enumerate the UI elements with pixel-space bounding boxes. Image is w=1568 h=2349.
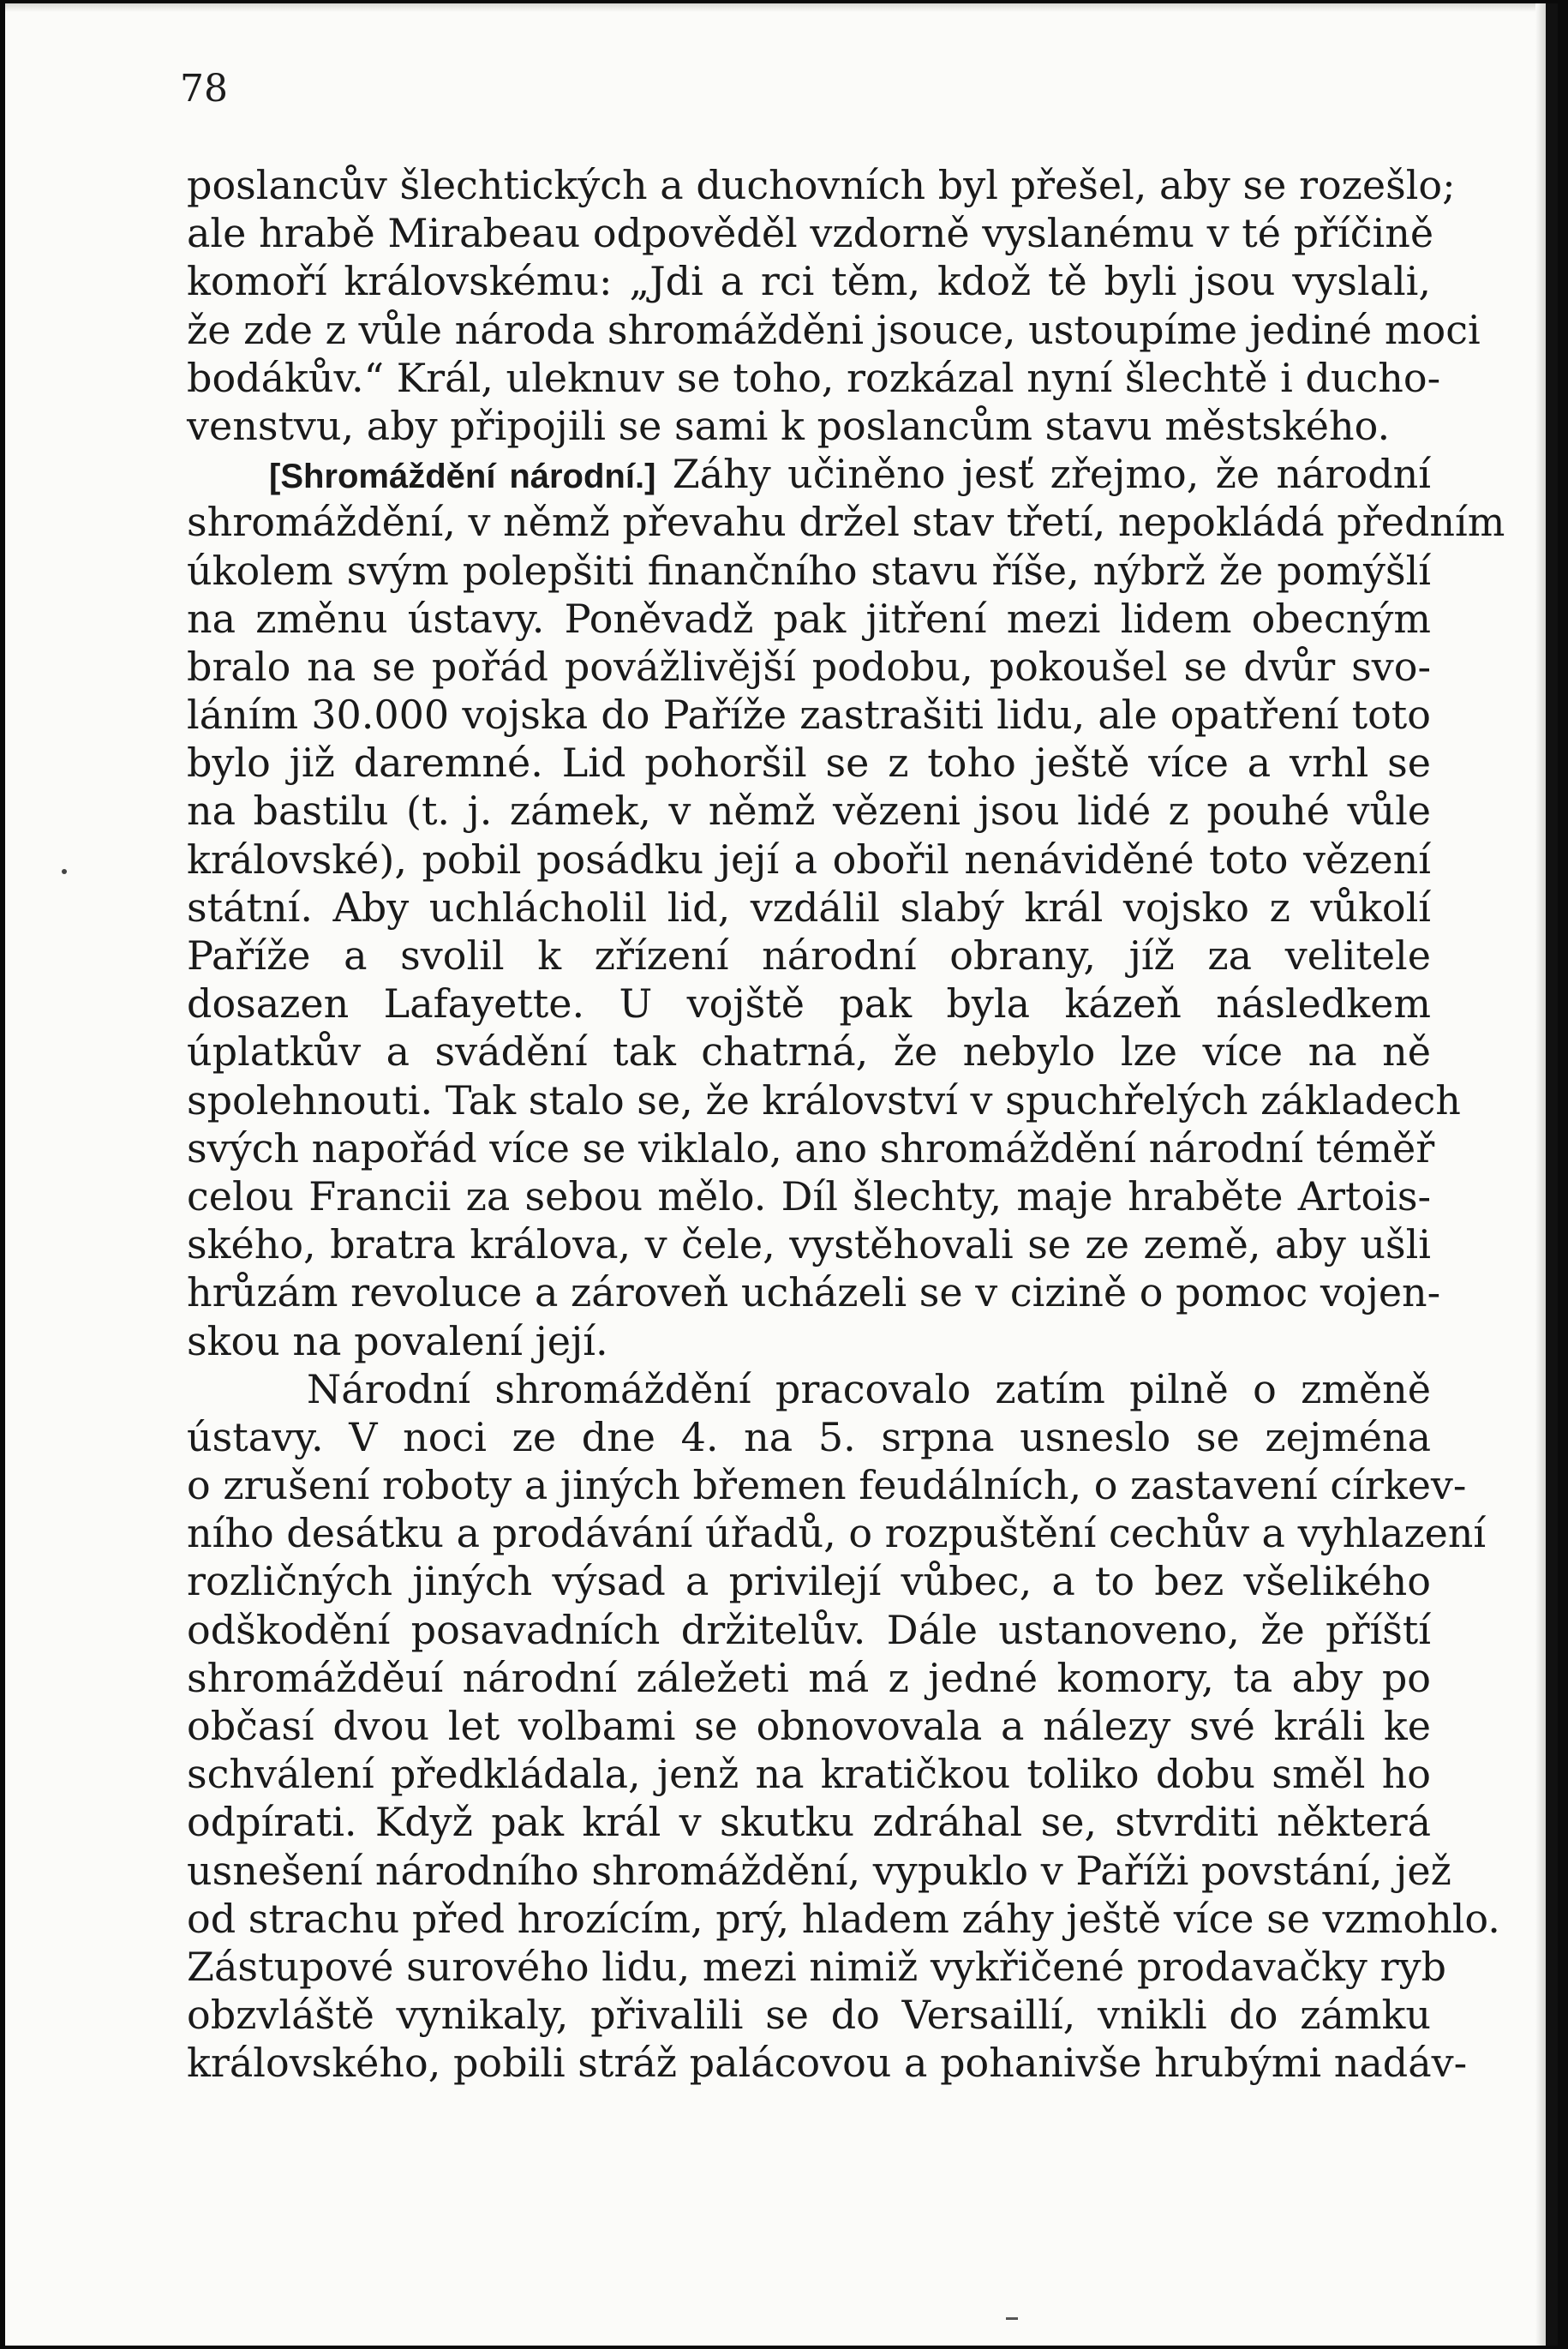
text-line: schválení předkládala, jenž na kratičkou toliko dobu směl ho (187, 1751, 1431, 1798)
text-line: královské), pobil posádku její a obořil nenáviděné toto vězení (187, 836, 1431, 883)
text-line: občasí dvou let volbami se obnovovala a nálezy své králi ke (187, 1703, 1431, 1749)
text-line: láním 30.000 vojska do Paříže zastrašiti lidu, ale opatření toto (187, 692, 1431, 739)
text-line: skou na povalení její. (187, 1317, 608, 1364)
text-line: bodákův.“ Král, uleknuv se toho, rozkázal nyní šlechtě i ducho- (187, 354, 1441, 401)
text-line: ního desátku a prodávání úřadů, o rozpuštění cechův a vyhlazení (187, 1510, 1487, 1557)
text-line: státní. Aby uchlácholil lid, vzdálil slabý král vojsko z vůkolí (187, 884, 1431, 931)
text-line: Zástupové surového lidu, mezi nimiž vykřičené prodavačky ryb (187, 1943, 1446, 1990)
text-line: odškodění posavadních držitelův. Dále ustanoveno, že příští (187, 1606, 1431, 1653)
text-line: o zrušení roboty a jiných břemen feudálních, o zastavení církev- (187, 1462, 1467, 1509)
text-line: bralo na se pořád povážlivější podobu, pokoušel se dvůr svo- (187, 643, 1431, 690)
scan-border (1546, 3, 1558, 2346)
page-top-edge (5, 3, 1558, 12)
paragraph-start-line: Národní shromáždění pracovalo zatím pilně o změně (307, 1365, 1431, 1412)
sidenote-line (187, 450, 1431, 498)
text-line: obzvláště vynikaly, přivalili se do Versaillí, vnikli do zámku (187, 1992, 1431, 2039)
text-line: poslancův šlechtických a duchovních byl přešel, aby se rozešlo; (187, 162, 1456, 208)
text-line: venstvu, aby připojili se sami k poslancům stavu městského. (187, 402, 1391, 449)
text-line: ale hrabě Mirabeau odpověděl vzdorně vyslanému v té příčině (187, 210, 1434, 257)
text-line: královského, pobili stráž palácovou a pohanivše hrubými nadáv- (187, 2040, 1468, 2087)
text-line: dosazen Lafayette. U vojště pak byla kázeň následkem (187, 980, 1431, 1028)
text-line: úplatkův a svádění tak chatrná, že nebylo lze více na ně (187, 1028, 1431, 1076)
text-line: na bastilu (t. j. zámek, v němž vězeni jsou lidé z pouhé vůle (187, 788, 1431, 835)
scan-speck (62, 869, 67, 874)
text-line: od strachu před hrozícím, prý, hladem záhy ještě více se vzmohlo. (187, 1895, 1500, 1942)
book-page (5, 3, 1558, 2346)
sidenote-line-text: Záhy učiněno jesť zřejmo, že národní (672, 451, 1431, 498)
sidenote-heading: [Shromáždění národní.] (269, 458, 656, 496)
page-gutter-shadow (1535, 3, 1546, 2346)
text-line: komoří královskému: „Jdi a rci těm, kdož tě byli jsou vyslali, (187, 258, 1431, 305)
text-line: Paříže a svolil k zřízení národní obrany, jíž za velitele (187, 932, 1431, 979)
text-line: shromáždění, v němž převahu držel stav třetí, nepokládá předním (187, 499, 1505, 546)
text-line: odpírati. Když pak král v skutku zdráhal se, stvrditi některá (187, 1799, 1431, 1846)
page-number: 78 (180, 67, 228, 111)
text-line: rozličných jiných výsad a privilejí vůbec, a to bez všelikého (187, 1558, 1431, 1605)
text-line: celou Francii za sebou mělo. Díl šlechty, maje hraběte Artois- (187, 1172, 1431, 1219)
text-line: na změnu ústavy. Poněvadž pak jitření mezi lidem obecným (187, 595, 1431, 642)
text-line: ského, bratra králova, v čele, vystěhovali se ze země, aby ušli (187, 1221, 1431, 1268)
text-line: spolehnouti. Tak stalo se, že království v spuchřelých základech (187, 1076, 1461, 1124)
page-bottom-mark (1006, 2317, 1018, 2320)
text-line: shromážděuí národní záležeti má z jedné komory, ta aby po (187, 1654, 1431, 1701)
text-line: bylo již daremné. Lid pohoršil se z toho ještě více a vrhl se (187, 740, 1431, 787)
text-line: usnešení národního shromáždění, vypuklo v Paříži povstání, jež (187, 1847, 1451, 1894)
text-line: úkolem svým polepšiti finančního stavu říše, nýbrž že pomýšlí (187, 547, 1431, 594)
text-line: hrůzám revoluce a zároveň ucházeli se v cizině o pomoc vojen- (187, 1269, 1441, 1316)
text-line: že zde z vůle národa shromážděni jsouce, ustoupíme jediné moci (187, 306, 1481, 353)
text-line: svých napořád více se viklalo, ano shromáždění národní téměř (187, 1124, 1435, 1172)
body-text (187, 161, 1505, 2088)
text-line: ústavy. V noci ze dne 4. na 5. srpna usneslo se zejména (187, 1413, 1431, 1460)
